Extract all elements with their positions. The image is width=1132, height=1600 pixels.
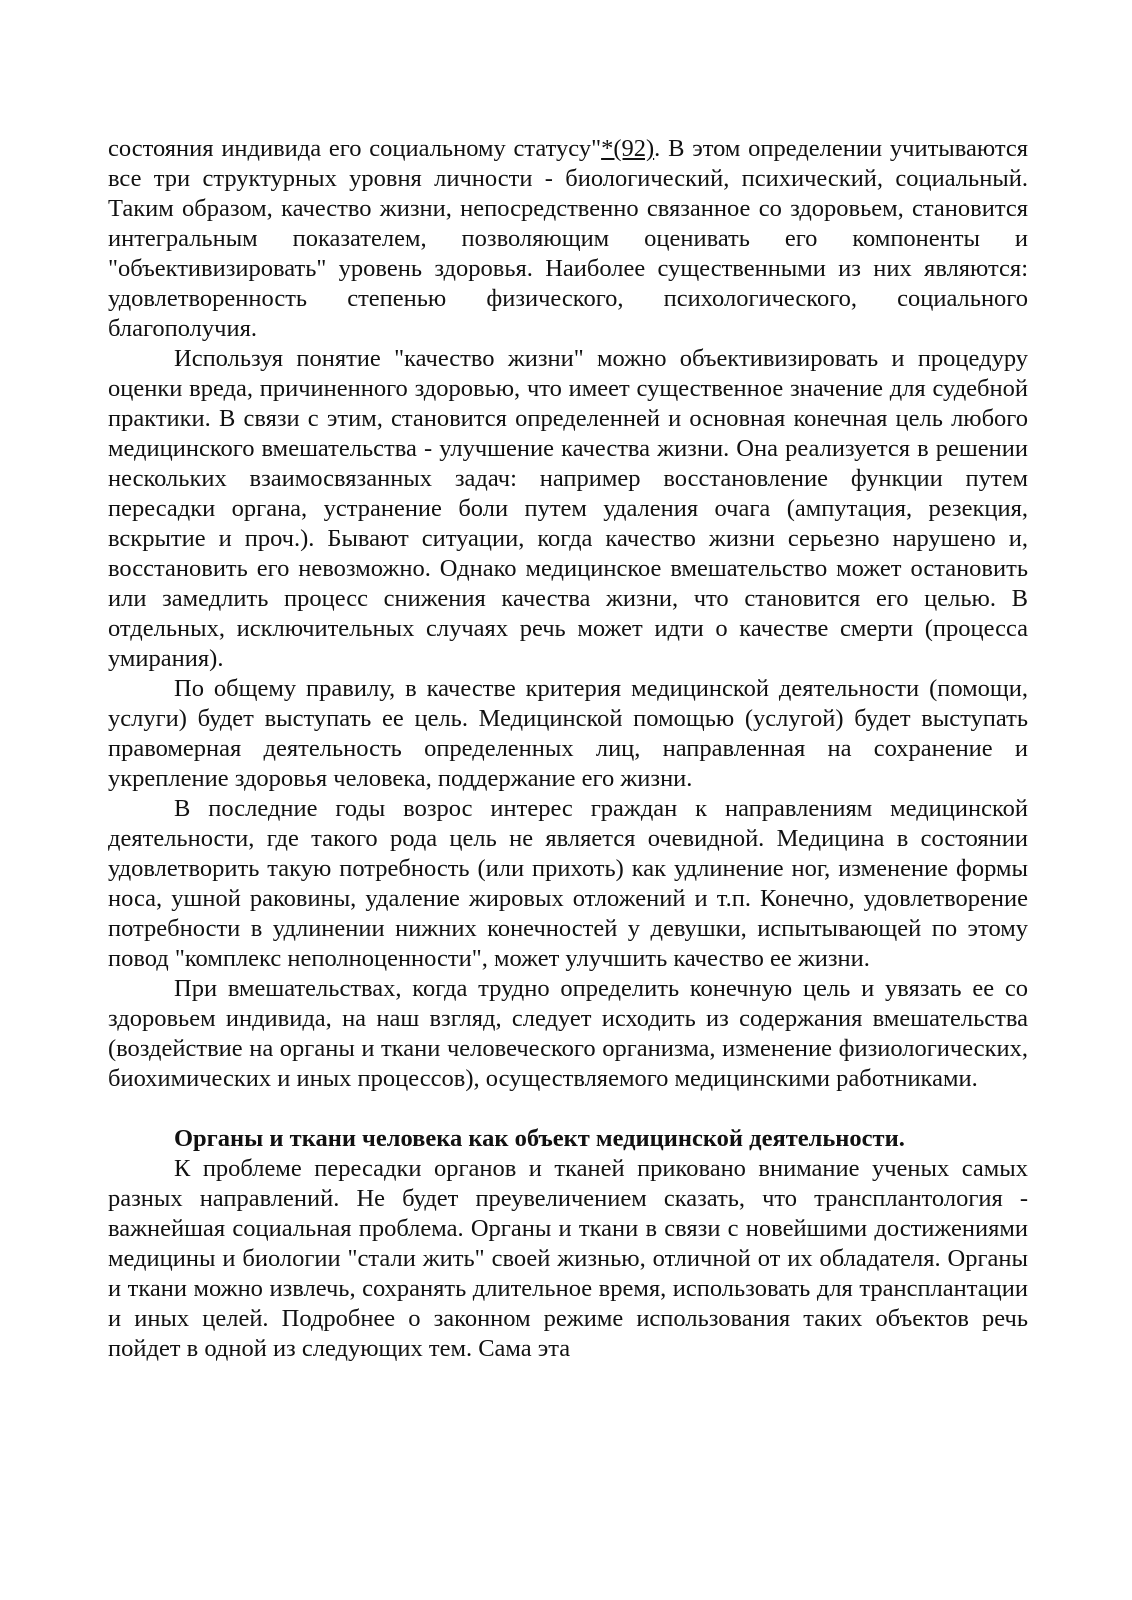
paragraph-interventions: При вмешательствах, когда трудно определить конечную цель и увязать ее со здоровьем индивида, на наш взгляд, следует исходить из содержания вмешательства (воздействие на органы и ткани человеческого организма, изменение физиологических, биохимических и иных процессов), осуществляемого медицинскими работниками. (108, 975, 1028, 1092)
paragraph-recent-interest: В последние годы возрос интерес граждан к направлениям медицинской деятельности, где такого рода цель не является очевидной. Медицина в состоянии удовлетворить такую потребность (или прихоть) как удлинение ног, изменение формы носа, ушной раковины, удаление жировых отложений и т.п. Конечно, удовлетворение потребности в удлинении нижних конечностей у девушки, испытывающей по этому повод "комплекс неполноценности", может улучшить качество ее жизни. (108, 795, 1028, 972)
document-page (108, 134, 1028, 1364)
paragraph-transplantation: К проблеме пересадки органов и тканей приковано внимание ученых самых разных направлений. Не будет преувеличением сказать, что трансплантология - важнейшая социальная проблема. Органы и ткани в связи с новейшими достижениями медицины и биологии "стали жить" своей жизнью, отличной от их обладателя. Органы и ткани можно извлечь, сохранять длительное время, использовать для трансплантации и иных целей. Подробнее о законном режиме использования таких объектов речь пойдет в одной из следующих тем. Сама эта (108, 1155, 1028, 1362)
paragraph-text: . В этом определении учитываются все три структурных уровня личности - биологический, психический, социальный. Таким образом, качество жизни, непосредственно связанное со здоровьем, становится интегральным показателем, позволяющим оценивать его компоненты и "объективизировать" уровень здоровья. Наиболее существенными из них являются: удовлетворенность степенью физического, психологического, социального благополучия. (108, 135, 1028, 342)
paragraph-text: состояния индивида его социальному статусу" (108, 135, 602, 162)
footnote-link[interactable]: *(92) (601, 135, 655, 162)
paragraph-harm-assessment: Используя понятие "качество жизни" можно объективизировать и процедуру оценки вреда, причиненного здоровью, что имеет существенное значение для судебной практики. В связи с этим, становится определенней и основная конечная цель любого медицинского вмешательства - улучшение качества жизни. Она реализуется в решении нескольких взаимосвязанных задач: например восстановление функции путем пересадки органа, устранение боли путем удаления очага (ампутация, резекция, вскрытие и проч.). Бывают ситуации, когда качество жизни серьезно нарушено и, восстановить его невозможно. Однако медицинское вмешательство может остановить или замедлить процесс снижения качества жизни, что становится его целью. В отдельных, исключительных случаях речь может идти о качестве смерти (процесса умирания). (108, 345, 1028, 672)
paragraph-quality-of-life-definition (108, 134, 1028, 344)
section-heading: Органы и ткани человека как объект медицинской деятельности. (174, 1125, 905, 1152)
paragraph-general-rule: По общему правилу, в качестве критерия медицинской деятельности (помощи, услуги) будет выступать ее цель. Медицинской помощью (услугой) будет выступать правомерная деятельность определенных лиц, направленная на сохранение и укрепление здоровья человека, поддержание его жизни. (108, 675, 1028, 792)
